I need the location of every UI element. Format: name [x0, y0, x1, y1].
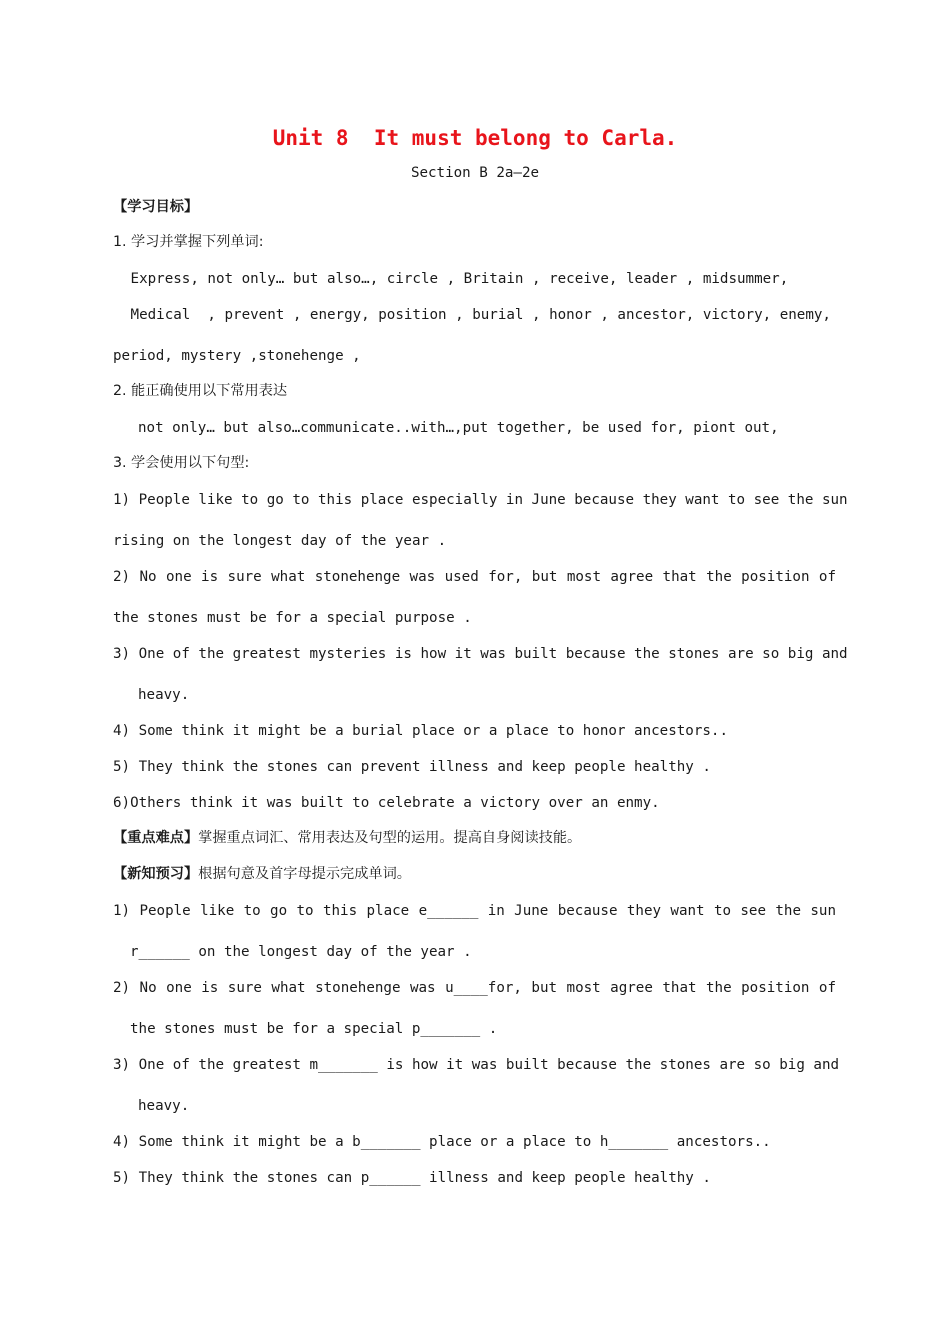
exercise-line: 5) They think the stones can p______ illness and keep people healthy .	[113, 1170, 711, 1186]
sentence-line: the stones must be for a special purpose .	[113, 610, 472, 626]
sentence-line: 2) No one is sure what stonehenge was used for, but most agree that the position of	[113, 569, 836, 585]
vocab-line: period, mystery ,stonehenge ,	[113, 348, 361, 364]
sentence-line: 6)Others think it was built to celebrate a victory over an enmy.	[113, 795, 660, 811]
objective-2-label: 2. 能正确使用以下常用表达	[113, 383, 288, 399]
exercise-line: heavy.	[138, 1098, 190, 1114]
preview-heading: 【新知预习】	[113, 866, 199, 882]
page-title: Unit 8 It must belong to Carla.	[272, 126, 678, 150]
sentence-line: 3) One of the greatest mysteries is how it was built because the stones are so big and	[113, 646, 848, 662]
key-points-row	[113, 829, 581, 847]
exercise-line: 2) No one is sure what stonehenge was u____for, but most agree that the position of	[113, 980, 836, 996]
vocab-line: Medical , prevent , energy, position , burial , honor , ancestor, victory, enemy,	[122, 307, 831, 323]
exercise-line: 1) People like to go to this place e______ in June because they want to see the sun	[113, 903, 836, 919]
preview-instruction: 根据句意及首字母提示完成单词。	[198, 866, 411, 882]
key-points-heading: 【重点难点】	[113, 830, 199, 846]
key-points-text: 掌握重点词汇、常用表达及句型的运用。提高自身阅读技能。	[198, 830, 582, 846]
vocab-line: Express, not only… but also…, circle , Britain , receive, leader , midsummer,	[122, 271, 789, 287]
section-subtitle: Section B 2a—2e	[410, 165, 540, 181]
exercise-line: 4) Some think it might be a b_______ place or a place to h_______ ancestors..	[113, 1134, 771, 1150]
objectives-heading: 【学习目标】	[113, 199, 199, 215]
sentence-line: 5) They think the stones can prevent illness and keep people healthy .	[113, 759, 711, 775]
exercise-line: the stones must be for a special p_______ .	[130, 1021, 498, 1037]
objective-3-label: 3. 学会使用以下句型:	[113, 455, 250, 471]
exercise-line: r______ on the longest day of the year .	[130, 944, 472, 960]
sentence-line: rising on the longest day of the year .	[113, 533, 447, 549]
sentence-line: 4) Some think it might be a burial place or a place to honor ancestors..	[113, 723, 728, 739]
exercise-line: 3) One of the greatest m_______ is how it was built because the stones are so big and	[113, 1057, 840, 1073]
sentence-line: 1) People like to go to this place especially in June because they want to see the sun	[113, 492, 848, 508]
preview-row	[113, 865, 411, 883]
sentence-line: heavy.	[138, 687, 190, 703]
expressions-line: not only… but also…communicate..with…,put together, be used for, piont out,	[138, 420, 779, 436]
objective-1-label: 1. 学习并掌握下列单词:	[113, 234, 264, 250]
